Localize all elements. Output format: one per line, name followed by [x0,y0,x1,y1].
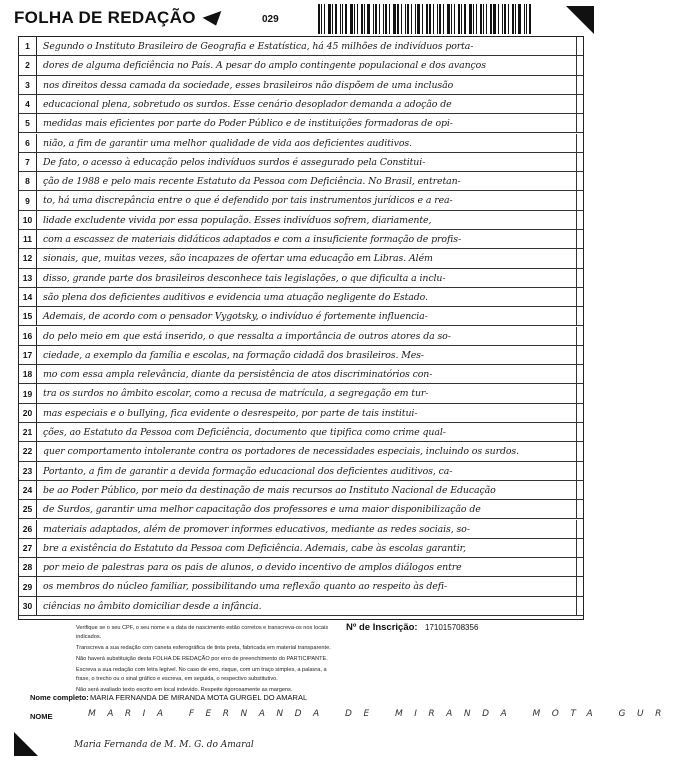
barcode-bar [407,4,409,34]
right-margin [576,114,583,132]
right-margin [576,288,583,306]
barcode-bar [524,4,525,34]
right-margin [576,230,583,248]
barcode-bar [526,4,527,34]
line-text: disso, grande parte dos brasileiros desconhece tais legislações, o que dificulta a inclu- [43,272,446,284]
barcode-bar [464,4,466,34]
right-margin [576,346,583,364]
essay-line [19,365,583,384]
essay-line [19,134,583,153]
corner-mark-icon [566,6,594,34]
instruction-2: Transcreva a sua redação com caneta esferográfica de tinta preta, fabricada em material transparente. [76,645,331,651]
barcode-bar [451,4,452,34]
barcode-bar [515,4,516,34]
barcode-bar [367,4,370,34]
line-number: 10 [19,211,37,229]
right-margin [576,442,583,460]
essay-line [19,269,583,288]
barcode-bar [364,4,365,34]
line-number: 2 [19,56,37,74]
essay-line [19,95,583,114]
essay-line [19,153,583,172]
instructions-block [76,624,341,697]
line-text: Segundo o Instituto Brasileiro de Geografia e Estatística, há 45 milhões de indivíduos porta- [43,41,474,52]
line-text: mo com essa ampla relevância, diante da persistência de atos discriminatórios con- [43,369,433,381]
essay-line [19,56,583,75]
barcode-bar [429,4,431,34]
barcode-bar [340,4,341,34]
line-number: 5 [19,114,37,132]
essay-line [19,76,583,95]
essay-line [19,520,583,539]
barcode-bar [426,4,428,34]
barcode-bar [443,4,444,34]
inscricao-value: 171015708356 [425,623,479,632]
name-field-label: NOME [30,712,53,721]
sheet-header [0,0,602,36]
barcode-bar [422,4,423,34]
barcode-bar [480,4,482,34]
right-margin [576,269,583,287]
barcode-bar [379,4,380,34]
right-margin [576,327,583,345]
line-number: 6 [19,134,37,152]
full-name-value: MARIA FERNANDA DE MIRANDA MOTA GURGEL DO AMARAL [90,693,308,702]
form-title: FOLHA DE REDAÇÃO [14,8,196,27]
right-margin [576,249,583,267]
line-number: 12 [19,249,37,267]
essay-line [19,307,583,326]
line-number: 7 [19,153,37,171]
line-number: 25 [19,500,37,518]
signature: Maria Fernanda de M. M. G. do Amaral [74,740,254,750]
line-text: ciedade, a exemplo da família e escolas, na formação cidadã dos brasileiros. Mes- [43,349,424,361]
essay-line [19,442,583,461]
barcode-bar [383,4,384,34]
barcode-bar [454,4,455,34]
barcode-bar [328,4,331,34]
line-number: 17 [19,346,37,364]
barcode-bar [385,4,387,34]
essay-line [19,404,583,423]
line-number: 8 [19,172,37,190]
line-number: 20 [19,404,37,422]
barcode-bar [415,4,416,34]
right-margin [576,365,583,383]
essay-line [19,327,583,346]
line-text: tra os surdos no âmbito escolar, como a recusa de matrícula, a segregação em tur- [43,388,429,400]
essay-lines-grid [18,36,584,620]
line-text: são plena dos deficientes auditivos e evidencia uma atuação negligente do Estado. [43,291,428,303]
barcode-bar [357,4,358,34]
essay-line [19,114,583,133]
barcode-bar [373,4,374,34]
right-margin [576,172,583,190]
right-margin [576,191,583,209]
line-text: nião, a fim de garantir uma melhor qualidade de vida aos deficientes auditivos. [43,137,413,149]
line-number: 4 [19,95,37,113]
barcode-bar [439,4,441,34]
line-text: sionais, que, muitas vezes, são incapazes de ofertar uma educação em Libras. Além [43,253,433,265]
barcode-bar [345,4,347,34]
line-text: ção de 1988 e pelo mais recente Estatuto da Pessoa com Deficiência. No Brasil, entretan- [43,176,461,188]
barcode-bar [529,4,531,34]
line-number: 15 [19,307,37,325]
right-margin [576,597,583,615]
instruction-4: Escreva a sua redação com letra legível. No caso de erro, risque, com um traço simples, a palavra, a frase, o trecho ou o sinal gráfico e escreva, em seguida, o respectivo substitutivo. [76,667,327,682]
line-number: 30 [19,597,37,615]
barcode-bar [405,4,406,34]
line-text: ciências no âmbito domiciliar desde a infância. [43,600,262,612]
instruction-3: Não haverá substituição desta FOLHA DE REDAÇÃO por erro de preenchimento do PARTICIPANTE. [76,656,328,662]
line-number: 9 [19,191,37,209]
line-number: 28 [19,558,37,576]
right-margin [576,76,583,94]
line-text: dores de alguma deficiência no País. A pesar do amplo contingente populacional e dos avanços [43,60,486,72]
barcode-bar [447,4,450,34]
barcode-bar [473,4,474,34]
line-number: 18 [19,365,37,383]
barcode-bar [375,4,377,34]
line-number: 11 [19,230,37,248]
essay-line [19,481,583,500]
right-margin [576,423,583,441]
barcode-bar [493,4,496,34]
line-text: do pelo meio em que está inserido, o que ressalta a importância de outros atores da so- [43,330,451,342]
barcode-bar [393,4,396,34]
line-text: com a escassez de materiais didáticos adaptados e com a insuficiente formação de profis- [43,234,462,245]
essay-line [19,384,583,403]
right-margin [576,481,583,499]
essay-line [19,191,583,210]
barcode-bar [502,4,503,34]
barcode-bar [437,4,438,34]
line-text: ções, ao Estatuto da Pessoa com Deficiência, documento que tipifica como crime qual- [43,427,446,438]
line-text: nos direitos dessa camada da sociedade, esses brasileiros não dispõem de uma inclusão [43,79,454,91]
essay-line [19,539,583,558]
essay-line [19,211,583,230]
inscricao-label: Nº de Inscrição: [346,622,418,633]
essay-line [19,577,583,596]
right-margin [576,384,583,402]
line-text: bre a existência do Estatuto da Pessoa com Deficiência. Ademais, cabe às escolas garantir, [43,542,466,554]
essay-line [19,558,583,577]
line-number: 14 [19,288,37,306]
right-margin [576,134,583,152]
barcode-icon [318,4,546,34]
barcode-bar [433,4,434,34]
line-number: 19 [19,384,37,402]
line-text: lidade excludente vivida por essa população. Esses indivíduos sofrem, diariamente, [43,214,432,226]
line-number: 26 [19,520,37,538]
essay-line [19,249,583,268]
line-text: De fato, o acesso à educação pelos indivíduos surdos é assegurado pela Constitui- [43,156,426,168]
right-margin [576,462,583,480]
right-margin [576,56,583,74]
barcode-bar [324,4,325,34]
line-text: de Surdos, garantir uma melhor capacitação dos professores e uma maior disponibilização de [43,504,481,516]
barcode-bar [350,4,353,34]
barcode-bar [504,4,506,34]
line-text: medidas mais eficientes por parte do Poder Público e de instituições formadoras de opi- [43,118,453,130]
line-number: 29 [19,577,37,595]
right-margin [576,307,583,325]
line-text: mas especiais e o bullying, fica evidente o desrespeito, por parte de tais institui- [43,407,418,419]
essay-line [19,500,583,519]
line-number: 24 [19,481,37,499]
line-text: materiais adaptados, além de promover informes educativos, mediante as redes sociais, so- [43,523,470,535]
barcode-bar [518,4,521,34]
barcode-bar [389,4,390,34]
line-text: be ao Poder Público, por meio da destinação de mais recursos ao Instituto Nacional de Educação [43,484,496,496]
barcode-bar [461,4,462,34]
barcode-bar [483,4,484,34]
barcode-bar [498,4,499,34]
barcode-bar [361,4,363,34]
right-margin [576,500,583,518]
barcode-bar [508,4,509,34]
right-margin [576,153,583,171]
right-margin [576,211,583,229]
alignment-triangle-icon [203,11,226,29]
right-margin [576,37,583,55]
name-field-handwritten: MARIA FERNANDA DE MIRANDA MOTA GUR [88,709,673,719]
essay-line [19,462,583,481]
essay-line [19,37,583,56]
essay-line [19,230,583,249]
line-number: 13 [19,269,37,287]
instruction-5: Não será avaliado texto escrito em local indevido. Respeite rigorosamente as margens. [76,687,293,693]
line-text: os membros do núcleo familiar, possibilitando uma reflexão quanto ao respeito às defi- [43,581,448,593]
barcode-bar [512,4,514,34]
line-text: Ademais, de acordo com o pensador Vygotsky, o indivíduo é fortemente influencia- [43,311,428,323]
line-text: Portanto, a fim de garantir a devida formação educacional dos deficientes auditivos, ca- [43,465,453,477]
essay-line [19,423,583,442]
full-name-label: Nome completo: [30,693,89,702]
form-code: 029 [262,14,279,25]
line-number: 23 [19,462,37,480]
line-number: 1 [19,37,37,55]
barcode-bar [490,4,492,34]
right-margin [576,520,583,538]
barcode-bar [401,4,402,34]
right-margin [576,558,583,576]
right-margin [576,95,583,113]
line-number: 22 [19,442,37,460]
essay-line [19,172,583,191]
line-text: educacional plena, sobretudo os surdos. Esse cenário desoplador demanda a adoção de [43,98,452,110]
barcode-bar [318,4,320,34]
essay-line [19,288,583,307]
right-margin [576,404,583,422]
barcode-bar [469,4,472,34]
bottom-corner-mark-icon [14,732,38,756]
barcode-bar [476,4,477,34]
line-text: por meio de palestras para os pais de alunos, o devido incentivo de amplos diálogos entre [43,562,462,574]
line-text: quer comportamento intolerante contra os portadores de necessidades especiais, incluindo os surdos. [43,446,519,458]
instruction-1: Verifique se o seu CPF, o seu nome e a data de nascimento estão corretos e transcreva-os nos locais indicados. [76,625,329,640]
barcode-bar [417,4,420,34]
barcode-bar [458,4,460,34]
barcode-bar [342,4,343,34]
essay-line [19,597,583,616]
right-margin [576,539,583,557]
line-number: 16 [19,327,37,345]
barcode-bar [332,4,333,34]
line-number: 3 [19,76,37,94]
barcode-bar [354,4,355,34]
essay-line [19,346,583,365]
barcode-bar [321,4,322,34]
barcode-bar [397,4,399,34]
line-number: 27 [19,539,37,557]
barcode-bar [486,4,487,34]
line-text: to, há uma discrepância entre o que é defendido por tais instrumentos jurídicos e a rea- [43,195,453,207]
line-number: 21 [19,423,37,441]
right-margin [576,577,583,595]
barcode-bar [411,4,412,34]
barcode-bar [335,4,337,34]
